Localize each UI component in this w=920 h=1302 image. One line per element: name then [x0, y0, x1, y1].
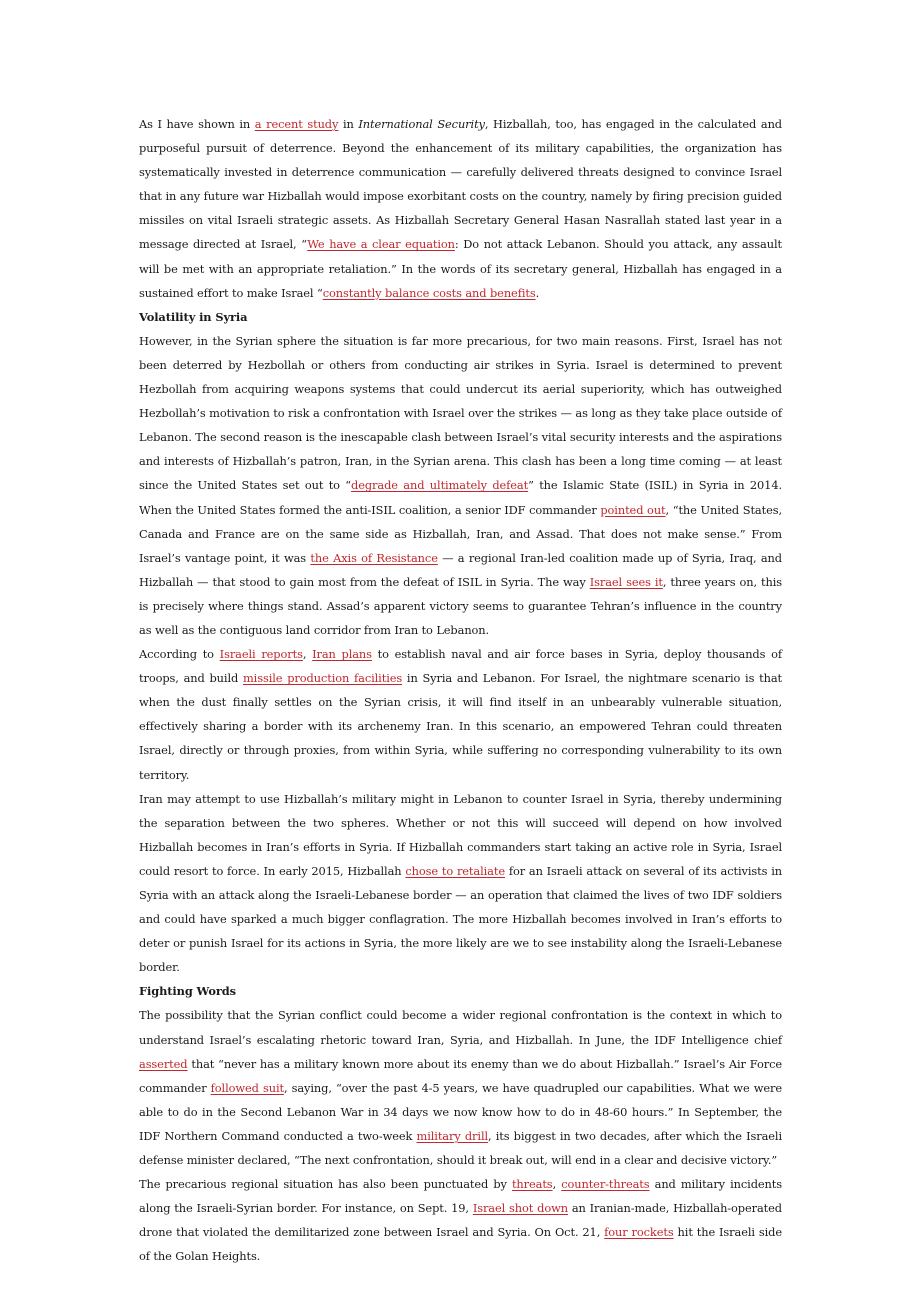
link-pointed-out[interactable]: pointed out [600, 502, 666, 517]
heading-volatility-in-syria [139, 305, 782, 329]
link-degrade-and-ultimately-defeat[interactable]: degrade and ultimately defeat [351, 478, 529, 493]
text-run: an Iranian-made, Hizballah-operated drone that violated the demilitarized zone between Israel and Syria. On Oct. 21, [139, 1201, 782, 1240]
text-run: : Do not attack Lebanon. Should you attack, any assault will be met with an appropriate retaliation.” In the words of its secretary general, Hizballah has engaged in a sustained effort to make Israel “ [139, 237, 782, 300]
link-followed-suit[interactable]: followed suit [210, 1080, 284, 1095]
text-run: for an Israeli attack on several of its activists in Syria with an attack along the Israeli-Lebanese border — an operation that claimed the lives of two IDF soldiers and could have sparked a much bigger conflagration. The more Hizballah becomes involved in Iran’s efforts to deter or punish Israel for its actions in Syria, the more likely are we to see instability along the Israeli-Lebanese border. [139, 863, 783, 975]
link-counter-threats[interactable]: counter-threats [561, 1177, 650, 1192]
text-run: . [535, 285, 540, 300]
paragraph-iran-may-attempt [139, 787, 782, 980]
link-israeli-reports[interactable]: Israeli reports [219, 647, 303, 662]
text-run: , Hizballah, too, has engaged in the calculated and purposeful pursuit of deterrence. Beyond the enhancement of its military capabilities, the organization has systematically invested in deterrence communication — carefully delivered threats designed to convince Israel that in any future war Hizballah would impose exorbitant costs on the country, namely by firing precision guided missiles on vital Israeli strategic assets. As Hizballah Secretary General Hasan Nasrallah stated last year in a message directed at Israel, “ [139, 117, 782, 252]
text-run: , “the United States, Canada and France are on the same side as Hizballah, Iran, and Assad. That does not make sense.” From Israel’s vantage point, it was [139, 502, 782, 565]
text-run: — a regional Iran-led coalition made up of Syria, Iraq, and Hizballah — that stood to gain most from the defeat of ISIL in Syria. The way [139, 550, 782, 589]
article-body [139, 112, 782, 1269]
text-run: to establish naval and air force bases in Syria, deploy thousands of troops, and build [139, 647, 782, 686]
text-run: The precarious regional situation has also been punctuated by [139, 1177, 512, 1192]
text-run: As I have shown in [139, 117, 255, 131]
link-a-recent-study[interactable]: a recent study [254, 117, 339, 131]
text-run: , [302, 647, 313, 662]
text-run: in [338, 117, 359, 131]
link-chose-to-retaliate[interactable]: chose to retaliate [405, 863, 505, 878]
paragraph-intro [139, 112, 782, 305]
heading-fighting-words [139, 979, 782, 1003]
paragraph-fighting-words [139, 1003, 782, 1172]
text-run: that “never has a military known more about its enemy than we do about Hizballah.” Israel’s Air Force commander [139, 1056, 782, 1095]
link-threats[interactable]: threats [511, 1177, 553, 1192]
link-constantly-balance-costs[interactable]: constantly balance costs and benefits [322, 285, 536, 300]
text-run: hit the Israeli side of the Golan Heights. [139, 1225, 782, 1264]
link-asserted[interactable]: asserted [139, 1056, 188, 1071]
link-we-have-a-clear-equation[interactable]: We have a clear equation [307, 237, 455, 252]
text-run: According to [139, 647, 220, 662]
link-iran-plans[interactable]: Iran plans [312, 647, 372, 662]
text-run: and military incidents along the Israeli-Syrian border. For instance, on Sept. 19, [139, 1177, 782, 1216]
link-israel-sees-it[interactable]: Israel sees it [589, 574, 663, 589]
text-run: , [552, 1177, 562, 1192]
paragraph-israeli-reports [139, 642, 782, 787]
link-israel-shot-down[interactable]: Israel shot down [472, 1201, 568, 1216]
text-run: However, in the Syrian sphere the situation is far more precarious, for two main reasons. First, Israel has not been deterred by Hezbollah or others from conducting air strikes in Syria. Israel is determined to prevent Hezbollah from acquiring weapons systems that could undercut its aerial superiority, which has outweighed Hezbollah’s motivation to risk a confrontation with Israel over the strikes — as long as they take place outside of Lebanon. The second reason is the inescapable clash between Israel’s vital security interests and the aspirations and interests of Hizballah’s patron, Iran, in the Syrian arena. This clash has been a long time coming — at least since the United States set out to “ [139, 333, 782, 493]
text-run: The possibility that the Syrian conflict could become a wider regional confrontation is the context in which to understand Israel’s escalating rhetoric toward Iran, Syria, and Hizballah. In June, the IDF Intelligence chief [139, 1008, 782, 1047]
text-run: , three years on, this is precisely where things stand. Assad’s apparent victory seems to guarantee Tehran’s influence in the country as well as the contiguous land corridor from Iran to Lebanon. [139, 574, 783, 637]
text-run: , saying, “over the past 4-5 years, we have quadrupled our capabilities. What we were able to do in the Second Lebanon War in 34 days we now know how to do in 48-60 hours.” In September, the IDF Northern Command conducted a two-week [139, 1080, 782, 1143]
text-run: Fighting Words [139, 984, 236, 999]
link-the-axis-of-resistance[interactable]: the Axis of Resistance [310, 550, 438, 565]
paragraph-volatility [139, 329, 782, 642]
text-run: Volatility in Syria [139, 309, 248, 324]
paragraph-precarious-regional [139, 1172, 782, 1268]
link-four-rockets[interactable]: four rockets [604, 1225, 674, 1240]
text-run: , its biggest in two decades, after which the Israeli defense minister declared, “The next confrontation, should it break out, will end in a clear and decisive victory.” [139, 1128, 782, 1168]
text-run: ” the Islamic State (ISIL) in Syria in 2014. When the United States formed the anti-ISIL coalition, a senior IDF commander [139, 478, 782, 517]
text-run: in Syria and Lebanon. For Israel, the nightmare scenario is that when the dust finally settles on the Syrian crisis, it will find itself in an unbearably vulnerable situation, effectively sharing a border with its archenemy Iran. In this scenario, an empowered Tehran could threaten Israel, directly or through proxies, from within Syria, while suffering no corresponding vulnerability to its own territory. [139, 671, 782, 782]
italic-text: International Security [358, 117, 485, 131]
link-military-drill[interactable]: military drill [416, 1128, 489, 1143]
text-run: Iran may attempt to use Hizballah’s military might in Lebanon to counter Israel in Syria, thereby undermining the separation between the two spheres. Whether or not this will succeed will depend on how involved Hizballah becomes in Iran’s efforts in Syria. If Hizballah commanders start taking an active role in Syria, Israel could resort to force. In early 2015, Hizballah [139, 791, 782, 878]
link-missile-production-facilities[interactable]: missile production facilities [242, 671, 403, 686]
